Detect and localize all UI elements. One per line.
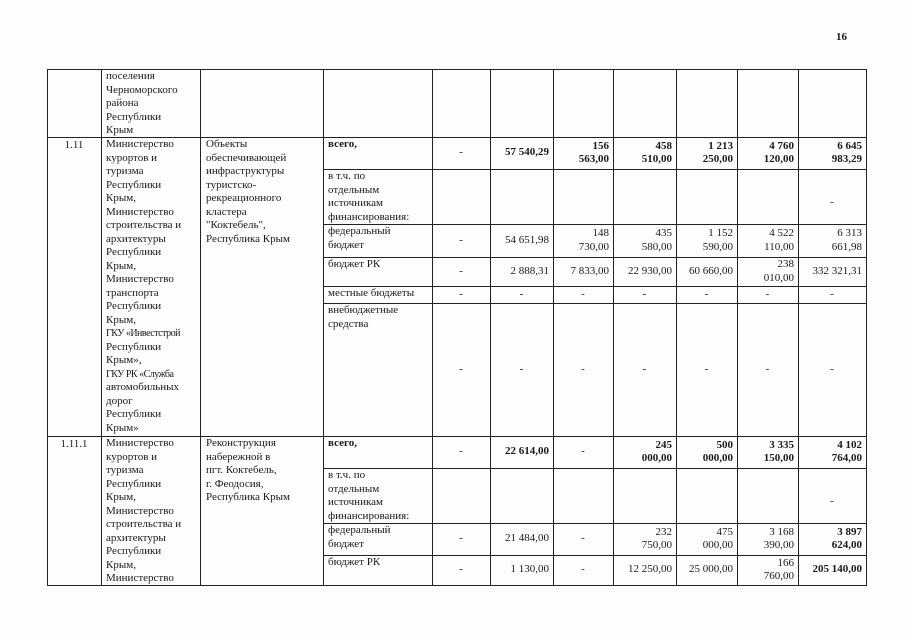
- executor-text: курортов и: [106, 151, 158, 164]
- value-cell: 238: [777, 258, 794, 270]
- executor-text: ГКУ «Инвестстрой: [106, 328, 180, 339]
- executor-text: Республики: [106, 246, 162, 258]
- value-cell: 760,00: [763, 570, 794, 582]
- executor-text: Министерство: [106, 205, 174, 218]
- value-cell: 390,00: [763, 539, 794, 551]
- value-cell: -: [459, 233, 463, 246]
- value-cell: 156: [592, 139, 609, 152]
- value-cell: 12 250,00: [628, 563, 672, 576]
- executor-text: Крым,: [106, 491, 136, 503]
- executor-text: дорог: [106, 394, 133, 407]
- value-cell: 22 930,00: [628, 264, 672, 277]
- value-cell: -: [765, 362, 770, 375]
- executor-text: архитектуры: [106, 232, 166, 245]
- value-cell: -: [459, 146, 463, 159]
- executor-text: Черноморского: [106, 83, 178, 96]
- value-cell: -: [642, 287, 647, 300]
- source-label: источникам: [328, 496, 383, 508]
- object-text: обеспечивающей: [206, 151, 287, 164]
- value-cell: 232: [655, 525, 672, 538]
- object-text: туристско-: [206, 178, 257, 191]
- source-label: в т.ч. по: [328, 469, 366, 481]
- value-cell: 010,00: [763, 271, 794, 284]
- object-text: инфраструктуры: [206, 165, 285, 177]
- row-number: 1.11: [64, 139, 84, 151]
- value-cell: -: [581, 445, 585, 458]
- source-label: отдельным: [328, 183, 380, 196]
- executor-text: Республики: [106, 300, 162, 312]
- executor-text: строительства и: [106, 518, 182, 530]
- value-cell: 000,00: [702, 452, 733, 464]
- value-cell: 21 484,00: [505, 532, 549, 545]
- source-label: всего,: [328, 138, 357, 150]
- value-cell: 166: [777, 556, 794, 569]
- value-cell: -: [704, 287, 709, 300]
- value-cell: 150,00: [763, 452, 794, 464]
- value-cell: -: [459, 563, 463, 576]
- executor-text: строительства и: [106, 219, 182, 231]
- executor-text: туризма: [106, 165, 144, 177]
- value-cell: 22 614,00: [505, 445, 549, 458]
- source-label: федеральный: [328, 225, 391, 237]
- executor-text: курортов и: [106, 450, 158, 463]
- executor-text: Министерство: [106, 437, 174, 449]
- source-label: бюджет: [328, 537, 364, 550]
- object-text: набережной в: [206, 450, 271, 463]
- value-cell: -: [459, 362, 463, 375]
- source-label: внебюджетные: [328, 304, 399, 316]
- value-cell: 500: [716, 438, 733, 451]
- value-cell: -: [519, 287, 524, 300]
- value-cell: 7 833,00: [570, 264, 609, 277]
- value-cell: 332 321,31: [812, 264, 862, 277]
- object-text: Республика Крым: [206, 491, 290, 503]
- value-cell: 000,00: [641, 452, 672, 464]
- value-cell: 4 522: [769, 227, 794, 239]
- value-cell: 475: [716, 525, 733, 538]
- value-cell: -: [642, 362, 647, 375]
- value-cell: -: [519, 362, 524, 375]
- executor-text: Республики: [106, 477, 162, 490]
- executor-text: Крым,: [106, 558, 136, 571]
- executor-text: Крым,: [106, 313, 136, 326]
- executor-text: Министерство: [106, 504, 174, 517]
- executor-text: Крым»: [106, 421, 139, 434]
- source-label: всего,: [328, 437, 357, 449]
- value-cell: 57 540,29: [505, 146, 549, 159]
- object-text: Республика Крым: [206, 232, 290, 245]
- value-cell: 3 168: [769, 525, 794, 538]
- value-cell: -: [830, 195, 834, 208]
- executor-text: Министерство: [106, 572, 174, 584]
- page-number: 16: [836, 31, 847, 43]
- value-cell: 764,00: [831, 452, 862, 464]
- table-rule: [323, 69, 324, 586]
- value-cell: -: [459, 264, 463, 277]
- value-cell: 750,00: [641, 539, 672, 551]
- executor-text: поселения: [106, 70, 155, 82]
- executor-text: ГКУ РК «Служба: [106, 368, 174, 380]
- value-cell: 54 651,98: [505, 233, 549, 246]
- value-cell: 250,00: [702, 153, 733, 165]
- object-text: рекреационного: [206, 192, 282, 204]
- object-text: Объекты: [206, 138, 248, 150]
- executor-text: Республики: [106, 340, 162, 353]
- source-label: бюджет РК: [328, 258, 381, 270]
- object-text: "Коктебель",: [206, 219, 266, 231]
- value-cell: 563,00: [578, 153, 609, 165]
- executor-text: архитектуры: [106, 531, 166, 544]
- value-cell: 624,00: [831, 539, 862, 551]
- value-cell: 120,00: [763, 153, 794, 165]
- source-label: местные бюджеты: [328, 287, 415, 299]
- value-cell: 148: [592, 227, 609, 239]
- table-rule: [200, 69, 201, 586]
- value-cell: 2 888,31: [510, 264, 549, 277]
- value-cell: 730,00: [578, 240, 609, 253]
- object-text: г. Феодосия,: [206, 477, 264, 490]
- executor-text: Республики: [106, 110, 162, 123]
- value-cell: 25 000,00: [689, 563, 733, 576]
- object-text: Реконструкция: [206, 437, 276, 449]
- executor-text: Министерство: [106, 138, 174, 150]
- value-cell: 1 130,00: [510, 563, 549, 576]
- executor-text: Республики: [106, 178, 162, 191]
- value-cell: 580,00: [641, 240, 672, 253]
- value-cell: -: [830, 494, 834, 507]
- executor-text: Министерство: [106, 273, 174, 285]
- executor-text: автомобильных: [106, 381, 179, 393]
- table-rule: [101, 69, 102, 586]
- value-cell: 4 760: [769, 139, 794, 152]
- executor-text: Республики: [106, 408, 162, 420]
- executor-text: Крым,: [106, 192, 136, 204]
- value-cell: 110,00: [764, 240, 794, 253]
- value-cell: 6 645: [837, 139, 862, 152]
- value-cell: 510,00: [641, 153, 672, 165]
- value-cell: 245: [655, 438, 672, 451]
- object-text: пгт. Коктебель,: [206, 464, 277, 476]
- value-cell: -: [459, 287, 463, 300]
- executor-text: Крым»,: [106, 354, 142, 366]
- executor-text: Республики: [106, 545, 162, 557]
- source-label: финансирования:: [328, 210, 410, 223]
- executor-text: Крым: [106, 124, 134, 136]
- executor-text: Крым,: [106, 259, 136, 272]
- value-cell: -: [830, 362, 834, 375]
- value-cell: 4 102: [837, 438, 862, 451]
- value-cell: -: [704, 362, 709, 375]
- value-cell: 205 140,00: [812, 563, 862, 576]
- value-cell: 1 213: [708, 139, 733, 152]
- source-label: финансирования:: [328, 509, 410, 522]
- value-cell: -: [581, 532, 585, 545]
- source-label: отдельным: [328, 482, 380, 495]
- value-cell: 590,00: [702, 240, 733, 253]
- source-label: бюджет РК: [328, 556, 381, 568]
- value-cell: -: [581, 563, 585, 576]
- row-number: 1.11.1: [60, 438, 88, 450]
- source-label: федеральный: [328, 524, 391, 536]
- value-cell: 458: [655, 139, 672, 152]
- executor-text: туризма: [106, 464, 144, 476]
- source-label: бюджет: [328, 238, 364, 251]
- value-cell: -: [581, 362, 585, 375]
- source-label: средства: [328, 317, 369, 330]
- source-label: источникам: [328, 197, 383, 209]
- value-cell: 435: [655, 227, 672, 239]
- value-cell: 3 335: [769, 438, 794, 451]
- value-cell: 000,00: [702, 539, 733, 551]
- source-label: в т.ч. по: [328, 170, 366, 182]
- value-cell: -: [459, 532, 463, 545]
- value-cell: 661,98: [831, 240, 862, 253]
- value-cell: -: [459, 445, 463, 458]
- value-cell: 1 152: [708, 227, 733, 239]
- table-rule: [866, 69, 867, 586]
- value-cell: 983,29: [831, 153, 862, 165]
- executor-text: транспорта: [106, 286, 159, 299]
- value-cell: 6 313: [837, 227, 862, 239]
- value-cell: 3 897: [837, 525, 862, 538]
- value-cell: -: [830, 287, 834, 300]
- object-text: кластера: [206, 205, 247, 218]
- value-cell: 60 660,00: [689, 264, 733, 277]
- value-cell: -: [765, 287, 770, 300]
- value-cell: -: [581, 287, 585, 300]
- executor-text: района: [106, 97, 139, 109]
